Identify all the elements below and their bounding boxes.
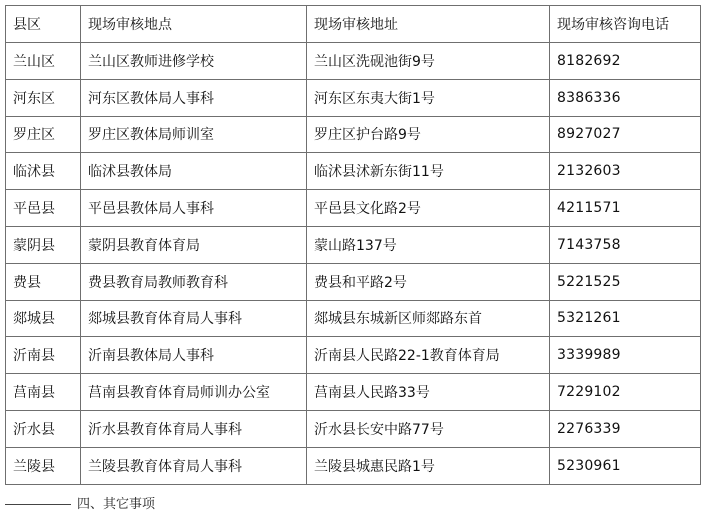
table-row (6, 447, 701, 484)
cell-audit-location: 沂水县教育体育局人事科 (81, 410, 307, 447)
cell-county: 郯城县 (6, 300, 81, 337)
table-header-row (6, 6, 701, 43)
table-row (6, 263, 701, 300)
cell-county: 罗庄区 (6, 116, 81, 153)
table-row (6, 43, 701, 80)
cell-audit-address: 费县和平路2号 (307, 263, 550, 300)
cell-audit-phone: 2276339 (550, 410, 701, 447)
cell-audit-phone: 3339989 (550, 337, 701, 374)
cell-county: 沂南县 (6, 337, 81, 374)
cell-audit-phone: 8386336 (550, 79, 701, 116)
cell-audit-phone: 8182692 (550, 43, 701, 80)
cell-audit-location: 费县教育局教师教育科 (81, 263, 307, 300)
audit-locations-table (5, 5, 701, 485)
cell-audit-address: 蒙山路137号 (307, 226, 550, 263)
cell-audit-address: 沂水县长安中路77号 (307, 410, 550, 447)
cell-audit-location: 临沭县教体局 (81, 153, 307, 190)
table-row (6, 153, 701, 190)
cell-audit-location: 罗庄区教体局师训室 (81, 116, 307, 153)
cell-county: 兰陵县 (6, 447, 81, 484)
cell-audit-phone: 4211571 (550, 190, 701, 227)
footer-text: 四、其它事项 (77, 497, 156, 512)
cell-audit-address: 郯城县东城新区师郯路东首 (307, 300, 550, 337)
cell-audit-address: 兰陵县城惠民路1号 (307, 447, 550, 484)
cell-audit-address: 兰山区洗砚池街9号 (307, 43, 550, 80)
cell-audit-phone: 5230961 (550, 447, 701, 484)
table-row (6, 410, 701, 447)
cell-county: 兰山区 (6, 43, 81, 80)
footer-rule (5, 504, 71, 505)
cell-audit-location: 莒南县教育体育局师训办公室 (81, 374, 307, 411)
cell-audit-phone: 8927027 (550, 116, 701, 153)
table-row (6, 374, 701, 411)
cell-audit-location: 兰陵县教育体育局人事科 (81, 447, 307, 484)
cell-audit-phone: 2132603 (550, 153, 701, 190)
cell-audit-address: 罗庄区护台路9号 (307, 116, 550, 153)
cell-audit-location: 河东区教体局人事科 (81, 79, 307, 116)
cell-audit-phone: 5221525 (550, 263, 701, 300)
header-audit-address: 现场审核地址 (307, 6, 550, 43)
cell-audit-phone: 7143758 (550, 226, 701, 263)
table-row (6, 300, 701, 337)
cell-county: 费县 (6, 263, 81, 300)
cell-audit-phone: 5321261 (550, 300, 701, 337)
cell-county: 蒙阴县 (6, 226, 81, 263)
cell-audit-address: 河东区东夷大街1号 (307, 79, 550, 116)
cell-audit-address: 沂南县人民路22-1教育体育局 (307, 337, 550, 374)
cell-audit-address: 临沭县沭新东街11号 (307, 153, 550, 190)
header-county: 县区 (6, 6, 81, 43)
header-audit-location: 现场审核地点 (81, 6, 307, 43)
cell-audit-location: 蒙阴县教育体育局 (81, 226, 307, 263)
table-row (6, 190, 701, 227)
cell-county: 莒南县 (6, 374, 81, 411)
cell-county: 平邑县 (6, 190, 81, 227)
cell-county: 河东区 (6, 79, 81, 116)
header-audit-phone: 现场审核咨询电话 (550, 6, 701, 43)
cell-county: 临沭县 (6, 153, 81, 190)
cell-audit-location: 平邑县教体局人事科 (81, 190, 307, 227)
table-row (6, 226, 701, 263)
cell-audit-location: 郯城县教育体育局人事科 (81, 300, 307, 337)
cell-audit-address: 莒南县人民路33号 (307, 374, 550, 411)
cell-audit-location: 兰山区教师进修学校 (81, 43, 307, 80)
cell-audit-phone: 7229102 (550, 374, 701, 411)
cell-county: 沂水县 (6, 410, 81, 447)
table-row (6, 79, 701, 116)
table-row (6, 116, 701, 153)
table-row (6, 337, 701, 374)
cell-audit-address: 平邑县文化路2号 (307, 190, 550, 227)
cell-audit-location: 沂南县教体局人事科 (81, 337, 307, 374)
table-body (6, 43, 701, 485)
